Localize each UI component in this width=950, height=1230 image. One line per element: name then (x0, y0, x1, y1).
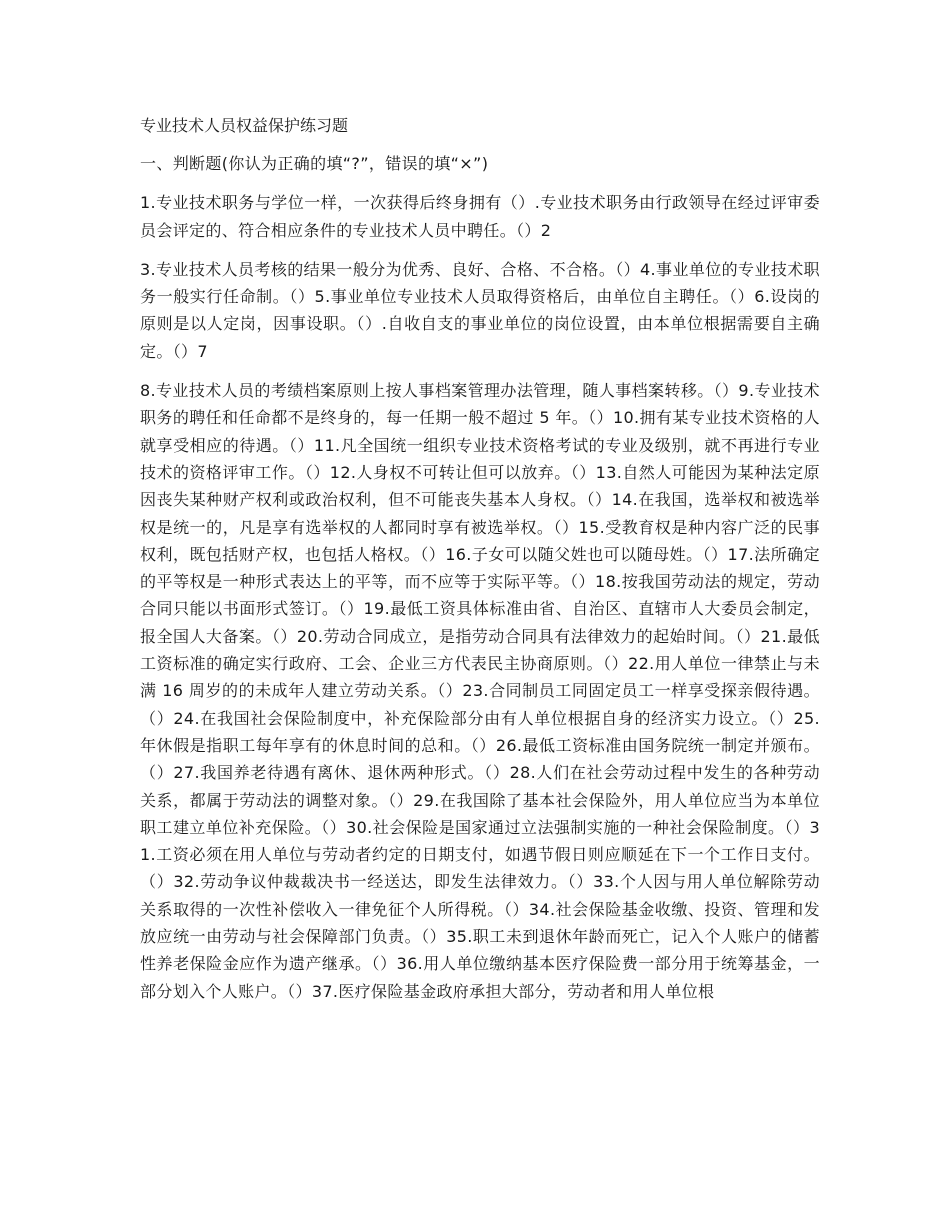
question-paragraph-3: 8.专业技术人员的考绩档案原则上按人事档案管理办法管理，随人事档案转移。（）9.专业技术职务的聘任和任命都不是终身的，每一任期一般不超过 5 年。（）10.拥有某专业技术资格的人就享受相应的待遇。（）11.凡全国统一组织专业技术资格考试的专业及级别，就不再进行专业技术的资格评审工作。（）12.人身权不可转让但可以放弃。（）13.自然人可能因为某种法定原因丧失某种财产权利或政治权利，但不可能丧失基本人身权。（）14.在我国，选举权和被选举权是统一的，凡是享有选举权的人都同时享有被选举权。（）15.受教育权是种内容广泛的民事权利，既包括财产权，也包括人格权。（）16.子女可以随父姓也可以随母姓。（）17.法所确定的平等权是一种形式表达上的平等，而不应等于实际平等。（）18.按我国劳动法的规定，劳动合同只能以书面形式签订。（）19.最低工资具体标准由省、自治区、直辖市人大委员会制定，报全国人大备案。（）20.劳动合同成立，是指劳动合同具有法律效力的起始时间。（）21.最低工资标准的确定实行政府、工会、企业三方代表民主协商原则。（）22.用人单位一律禁止与未满 16 周岁的的未成年人建立劳动关系。（）23.合同制员工同固定员工一样享受探亲假待遇。（）24.在我国社会保险制度中，补充保险部分由有人单位根据自身的经济实力设立。（）25.年休假是指职工每年享有的休息时间的总和。（）26.最低工资标准由国务院统一制定并颁布。（）27.我国养老待遇有离休、退休两种形式。（）28.人们在社会劳动过程中发生的各种劳动关系，都属于劳动法的调整对象。（）29.在我国除了基本社会保险外，用人单位应当为本单位职工建立单位补充保险。（）30.社会保险是国家通过立法强制实施的一种社会保险制度。（）31.工资必须在用人单位与劳动者约定的日期支付，如遇节假日则应顺延在下一个工作日支付。（）32.劳动争议仲裁裁决书一经送达，即发生法律效力。（）33.个人因与用人单位解除劳动关系取得的一次性补偿收入一律免征个人所得税。（）34.社会保险基金收缴、投资、管理和发放应统一由劳动与社会保障部门负责。（）35.职工未到退休年龄而死亡，记入个人账户的储蓄性养老保险金应作为遗产继承。（）36.用人单位缴纳基本医疗保险费一部分用于统筹基金，一部分划入个人账户。（）37.医疗保险基金政府承担大部分，劳动者和用人单位根 (140, 381, 820, 1001)
section-heading: 一、判断题(你认为正确的填“?”，错误的填“×”) (140, 154, 489, 173)
question-paragraph-1: 1.专业技术职务与学位一样，一次获得后终身拥有（）.专业技术职务由行政领导在经过评审委员会评定的、符合相应条件的专业技术人员中聘任。（）2 (140, 193, 820, 240)
question-paragraph-2: 3.专业技术人员考核的结果一般分为优秀、良好、合格、不合格。（）4.事业单位的专业技术职务一般实行任命制。（）5.事业单位专业技术人员取得资格后，由单位自主聘任。（）6.设岗的原则是以人定岗，因事设职。（）.自收自支的事业单位的岗位设置，由本单位根据需要自主确定。（）7 (140, 259, 820, 361)
document-title: 专业技术人员权益保护练习题 (140, 116, 349, 135)
document-page (140, 112, 820, 1017)
